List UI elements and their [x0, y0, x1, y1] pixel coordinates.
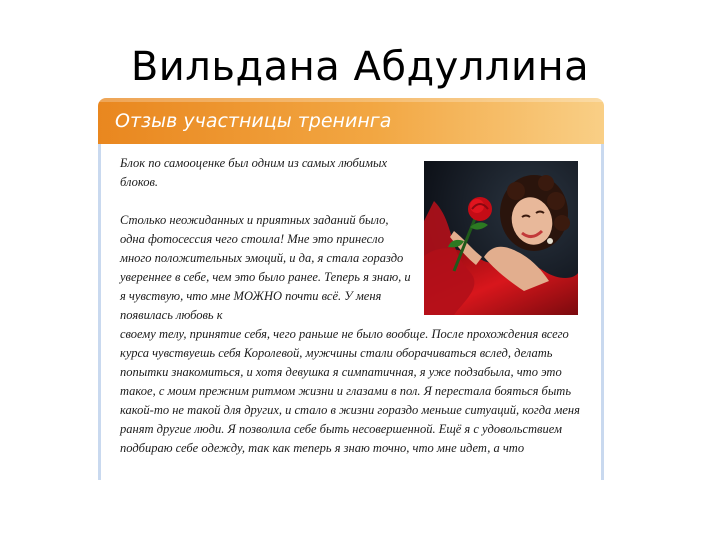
testimonial-paragraph-3: своему телу, принятие себя, чего раньше не было вообще. После прохождения всего курса чувствуешь себя Королевой, мужчины стали оборачиваться вслед, делать попытки знакомиться, и хотя девушка я симпатичная, я уже подзабыла, что это такое, с моим прежним ритмом жизни и глазами в пол. Я перестала бояться быть какой-то не такой для других, и стало в жизни гораздо меньше ситуаций, когда меня ранят другие люди. Я позволила себе быть несовершенной. Ещё я с удовольствием подбираю себе одежду, так как теперь я знаю точно, что мне идет, а что	[120, 327, 580, 455]
testimonial-card	[98, 98, 604, 480]
card-header	[98, 98, 604, 144]
card-title: Отзыв участницы тренинга	[115, 110, 392, 132]
slide-title: Вильдана Абдуллина	[130, 44, 590, 90]
testimonial-paragraph-1: Блок по самооценке был одним из самых любимых блоков.	[120, 156, 388, 189]
testimonial-paragraph-2: Столько неожиданных и приятных заданий было, одна фотосессия чего стоила! Мне это принесло много положительных эмоций, и да, я стала гораздо увереннее в себе, чем это было ранее. Теперь я знаю, и я чувствую, что мне МОЖНО почти всё. У меня появилась любовь к	[120, 213, 411, 322]
woman-with-red-rose-photo	[424, 161, 578, 315]
card-body	[98, 144, 604, 480]
